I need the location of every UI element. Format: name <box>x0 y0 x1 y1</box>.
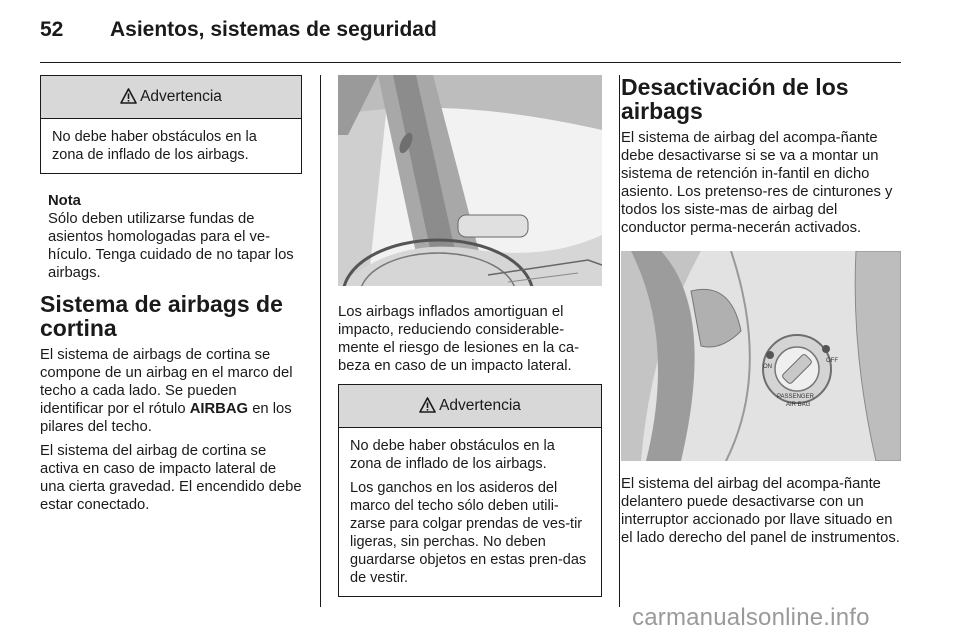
warning-text: No debe haber obstáculos en la zona de inflado de los airbags. <box>52 129 257 163</box>
warning-box <box>40 75 302 174</box>
watermark: carmanualsonline.info <box>632 604 870 631</box>
paragraph: El sistema del airbag de cortina se activa en caso de impacto lateral de una cierta gravedad. El encendido debe estar conectado. <box>40 443 302 513</box>
switch-label-passenger: PASSENGER <box>777 394 814 400</box>
header-divider <box>40 62 901 63</box>
paragraph-text: El sistema de airbags de cortina se compone de un airbag en el marco del techo a cada lado. Se pueden identificar por el rótulo <box>40 347 293 417</box>
page-number: 52 <box>40 18 64 41</box>
warning-header <box>339 385 601 428</box>
paragraph-text: en los pilares del techo. <box>40 401 292 435</box>
switch-label-off: OFF <box>826 358 838 364</box>
page-title: Asientos, sistemas de seguridad <box>110 18 437 41</box>
switch-label-on: ON <box>763 364 772 370</box>
warning-title: Advertencia <box>140 88 222 105</box>
warning-text: Los ganchos en los asideros del marco del techo sólo deben utili-zarse para colgar prendas de ves-tir ligeras, sin perchas. No deben guardarse objetos en estas pren-das de vestir. <box>350 480 587 586</box>
paragraph <box>40 346 302 436</box>
column-middle <box>338 75 602 597</box>
paragraph: El sistema de airbag del acompa-ñante debe desactivarse si se va a montar un sistema de retención in-fantil en dicho asiento. Los pretenso-res de cinturones y todos los siste-mas de airbag del conductor perma-necerán activados. <box>621 130 893 236</box>
car-interior-drawing <box>338 75 602 286</box>
section-heading-deactivation: Desactivación de los airbags <box>621 74 849 124</box>
column-divider-2 <box>619 75 620 607</box>
image-caption: Los airbags inflados amortiguan el impacto, reduciendo considerable-mente el riesgo de lesiones en la ca-beza en caso de un impacto lateral. <box>338 304 579 374</box>
key-switch-drawing <box>621 251 901 461</box>
paragraph: El sistema del airbag del acompa-ñante delantero puede desactivarse con un interruptor accionado por llave situado en el lado derecho del panel de instrumentos. <box>621 476 900 546</box>
switch-label-air-bag: AIR BAG <box>786 402 811 408</box>
airbag-label-bold: AIRBAG <box>189 401 249 417</box>
column-right <box>621 75 901 553</box>
note-text: Sólo deben utilizarse fundas de asientos homologadas para el ve-hículo. Tenga cuidado de no tapar los airbags. <box>48 211 294 281</box>
warning-header <box>41 76 301 119</box>
warning-triangle-icon <box>419 397 436 413</box>
warning-title: Advertencia <box>439 397 521 414</box>
curtain-airbag-illustration <box>338 75 602 286</box>
column-divider-1 <box>320 75 321 607</box>
column-left <box>40 75 302 520</box>
section-heading-curtain-airbags: Sistema de airbags de cortina <box>40 291 283 341</box>
note-label: Nota <box>48 193 81 209</box>
airbag-switch-illustration <box>621 251 901 461</box>
warning-triangle-icon <box>120 88 137 104</box>
page-header <box>40 18 437 42</box>
warning-box <box>338 384 602 597</box>
warning-text: No debe haber obstáculos en la zona de inflado de los airbags. <box>350 438 555 472</box>
